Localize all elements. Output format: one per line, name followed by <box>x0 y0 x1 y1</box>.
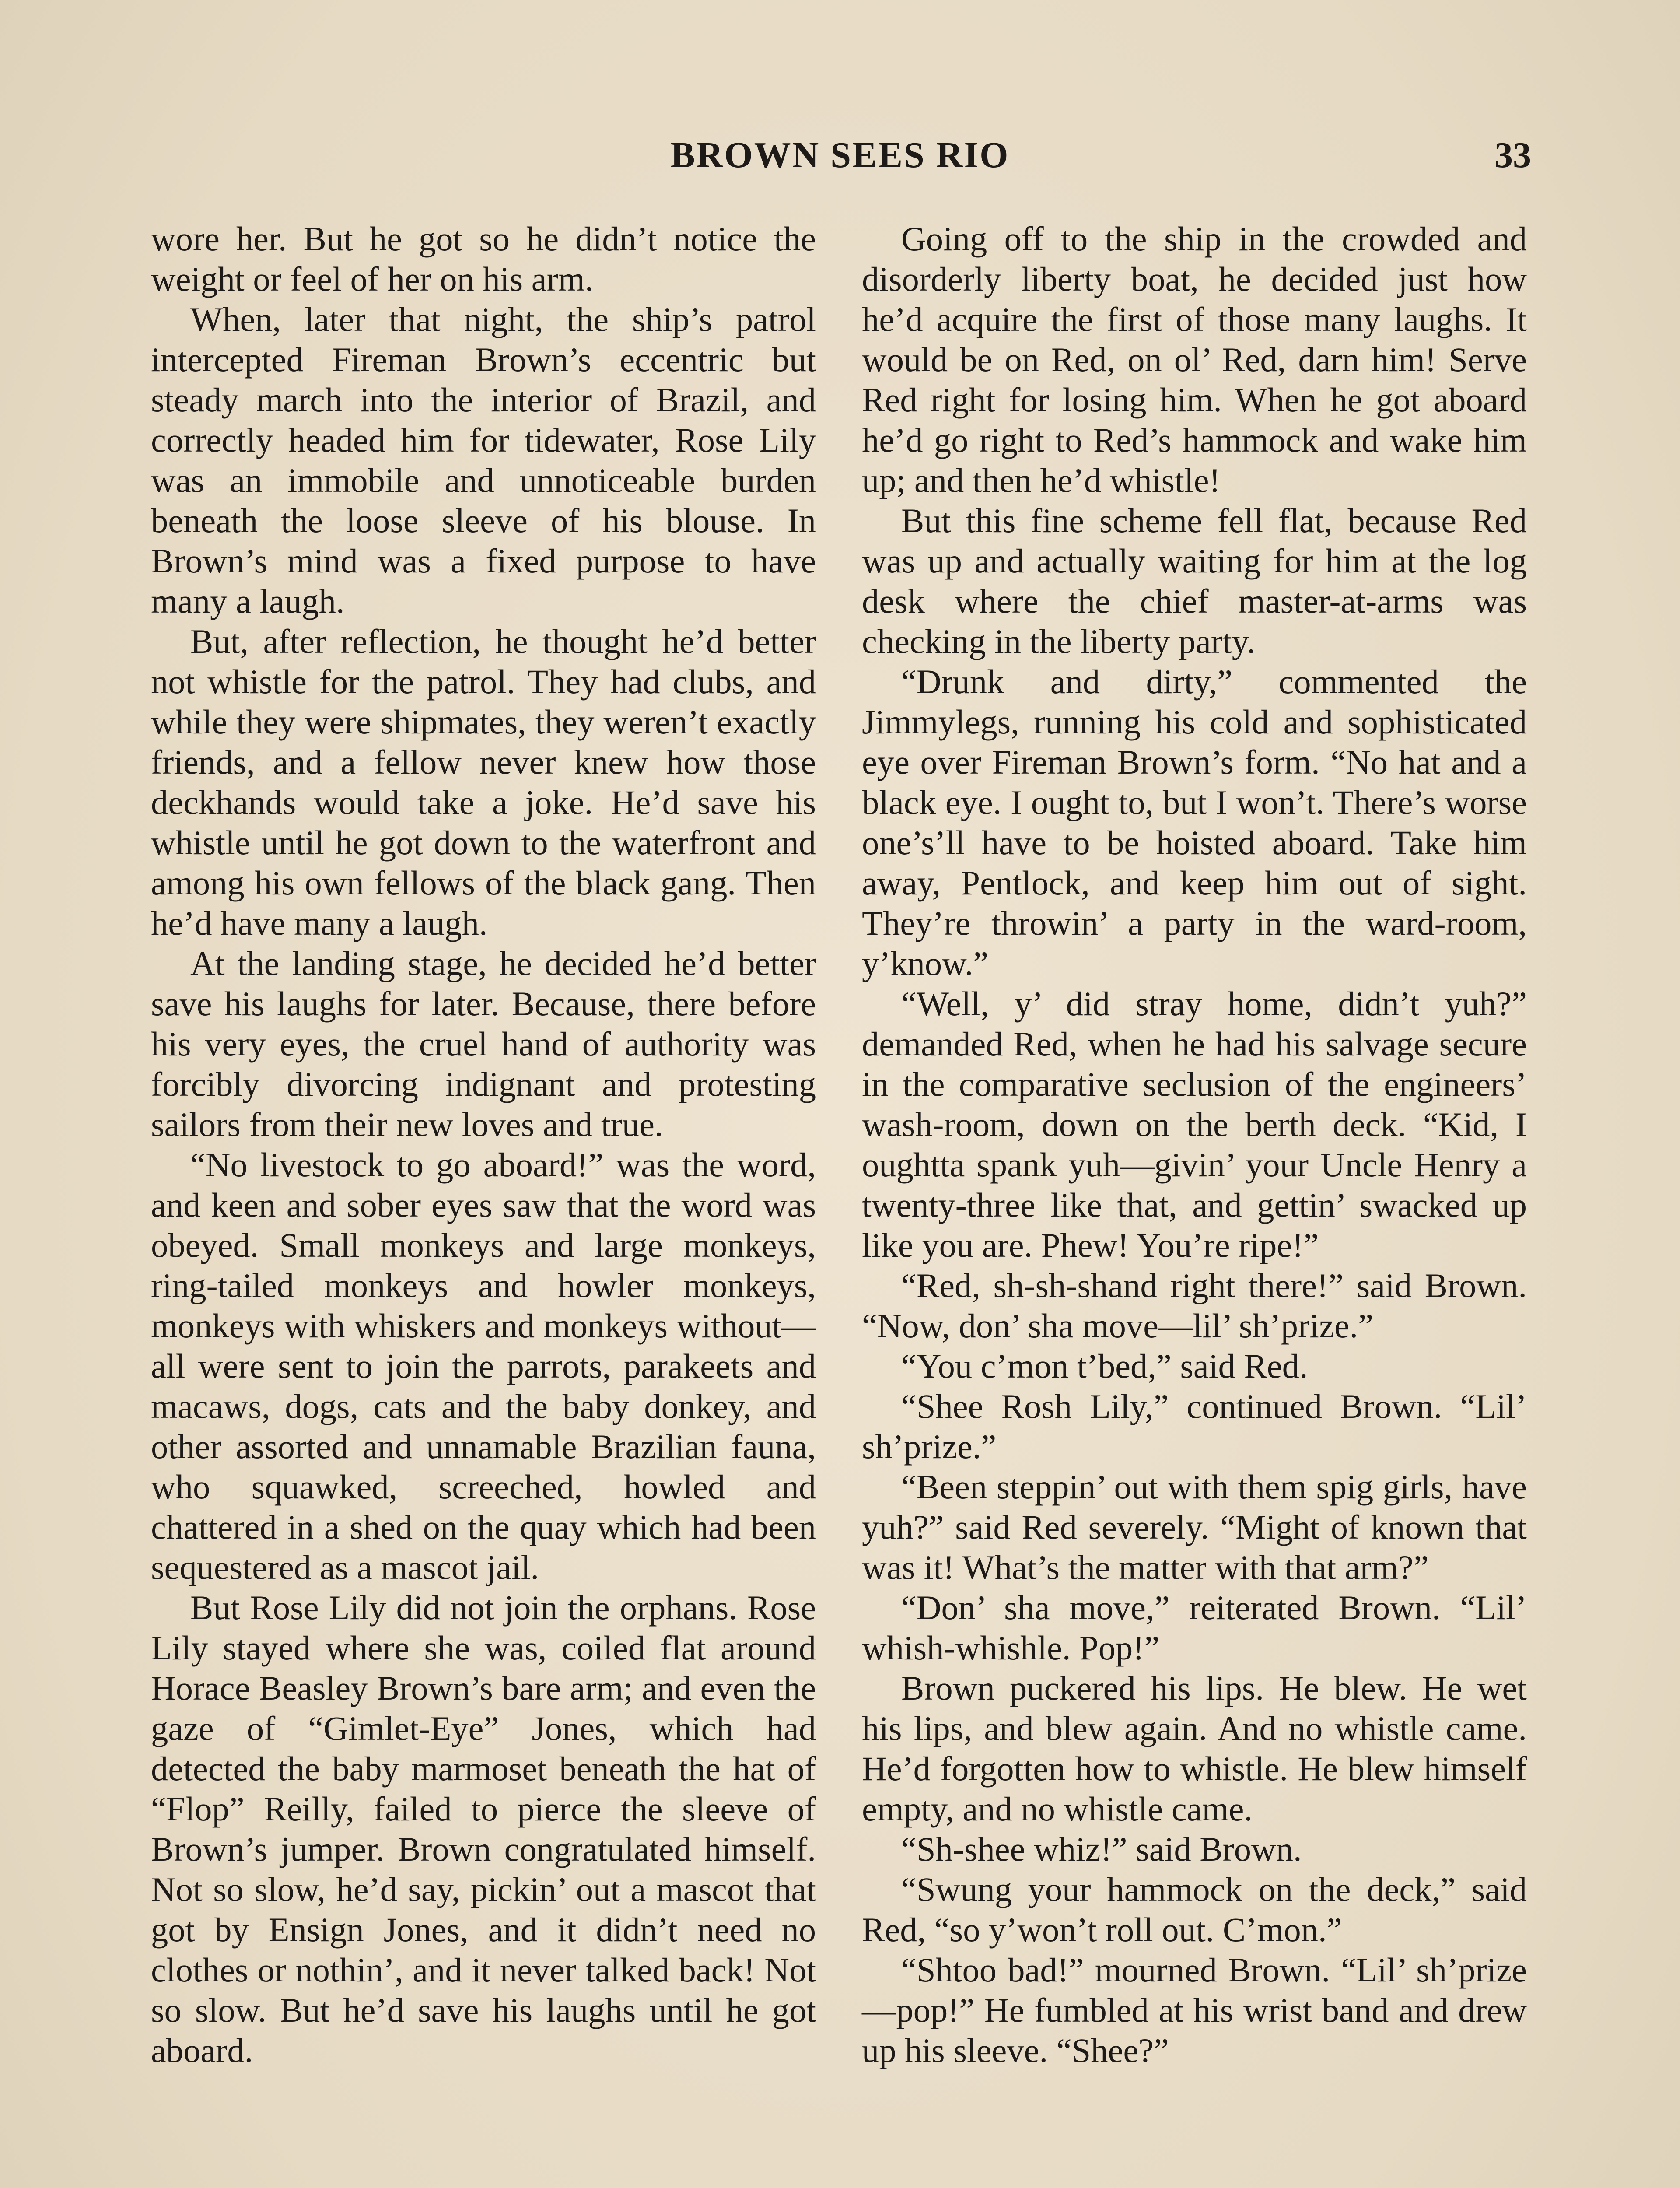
running-title: BROWN SEES RIO <box>670 135 1010 175</box>
paragraph: “Shtoo bad!” mourned Brown. “Lil’ sh’prize—pop!” He fumbled at his wrist band and drew up his sleeve. “Shee?” <box>862 1951 1527 2069</box>
running-head <box>149 131 1531 179</box>
page-number: 33 <box>1494 135 1531 175</box>
paragraph: “No livestock to go aboard!” was the word, and keen and sober eyes saw that the word was obeyed. Small monkeys and large monkeys, ring-tailed monkeys and howler monkeys, monkeys with whiskers and monkeys without—all were sent to join the parrots, parakeets and macaws, dogs, cats and the baby donkey, and other assorted and unnamable Brazilian fauna, who squawked, screeched, howled and chattered in a shed on the quay which had been sequestered as a mascot jail. <box>151 1146 816 1586</box>
paragraph: “Well, y’ did stray home, didn’t yuh?” demanded Red, when he had his salvage secure in the comparative seclusion of the engineers’ wash-room, down on the berth deck. “Kid, I oughtta spank yuh—givin’ your Uncle Henry a twenty-three like that, and gettin’ swacked up like you are. Phew! You’re ripe!” <box>862 985 1527 1264</box>
paragraph: “Red, sh-sh-shand right there!” said Brown. “Now, don’ sha move—lil’ sh’prize.” <box>862 1266 1527 1345</box>
paragraph: “Been steppin’ out with them spig girls, have yuh?” said Red severely. “Might of known that was it! What’s the matter with that arm?” <box>862 1468 1527 1586</box>
paragraph: When, later that night, the ship’s patrol intercepted Fireman Brown’s eccentric but steady march into the interior of Brazil, and correctly headed him for tidewater, Rose Lily was an immobile and unnoticeable burden beneath the loose sleeve of his blouse. In Brown’s mind was a fixed purpose to have many a laugh. <box>151 300 816 620</box>
paragraph: “You c’mon t’bed,” said Red. <box>901 1347 1308 1385</box>
paragraph: Going off to the ship in the crowded and disorderly liberty boat, he decided just how he’d acquire the first of those many laughs. It would be on Red, on ol’ Red, darn him! Serve Red right for losing him. When he got aboard he’d go right to Red’s hammock and wake him up; and then he’d whistle! <box>862 220 1527 499</box>
paragraph: Brown puckered his lips. He blew. He wet his lips, and blew again. And no whistle came. He’d forgotten how to whistle. He blew himself empty, and no whistle came. <box>862 1669 1527 1828</box>
left-column <box>151 219 816 2071</box>
paragraph: But this fine scheme fell flat, because Red was up and actually waiting for him at the log desk where the chief master-at-arms was checking in the liberty party. <box>862 501 1527 660</box>
paragraph: “Don’ sha move,” reiterated Brown. “Lil’ whish-whishle. Pop!” <box>862 1588 1527 1667</box>
right-column <box>862 219 1527 2071</box>
paragraph: “Drunk and dirty,” commented the Jimmylegs, running his cold and sophisticated eye over Fireman Brown’s form. “No hat and a black eye. I ought to, but I won’t. There’s worse one’s’ll have to be hoisted aboard. Take him away, Pentlock, and keep him out of sight. They’re throwin’ a party in the ward-room, y’know.” <box>862 663 1527 982</box>
paragraph: wore her. But he got so he didn’t notice the weight or feel of her on his arm. <box>151 220 816 298</box>
paragraph: “Sh-shee whiz!” said Brown. <box>901 1830 1302 1868</box>
paragraph: But, after reflection, he thought he’d better not whistle for the patrol. They had clubs, and while they were shipmates, they weren’t exactly friends, and a fellow never knew how those deckhands would take a joke. He’d save his whistle until he got down to the waterfront and among his own fellows of the black gang. Then he’d have many a laugh. <box>151 622 816 942</box>
paragraph: But Rose Lily did not join the orphans. Rose Lily stayed where she was, coiled flat around Horace Beasley Brown’s bare arm; and even the gaze of “Gimlet-Eye” Jones, which had detected the baby marmoset beneath the hat of “Flop” Reilly, failed to pierce the sleeve of Brown’s jumper. Brown congratulated himself. Not so slow, he’d say, pickin’ out a mascot that got by Ensign Jones, and it didn’t need no clothes or nothin’, and it never talked back! Not so slow. But he’d save his laughs until he got aboard. <box>151 1588 816 2069</box>
paragraph: “Swung your hammock on the deck,” said Red, “so y’won’t roll out. C’mon.” <box>862 1870 1527 1949</box>
paragraph: At the landing stage, he decided he’d better save his laughs for later. Because, there before his very eyes, the cruel hand of authority was forcibly divorcing indignant and protesting sailors from their new loves and true. <box>151 944 816 1143</box>
paragraph: “Shee Rosh Lily,” continued Brown. “Lil’ sh’prize.” <box>862 1387 1527 1466</box>
